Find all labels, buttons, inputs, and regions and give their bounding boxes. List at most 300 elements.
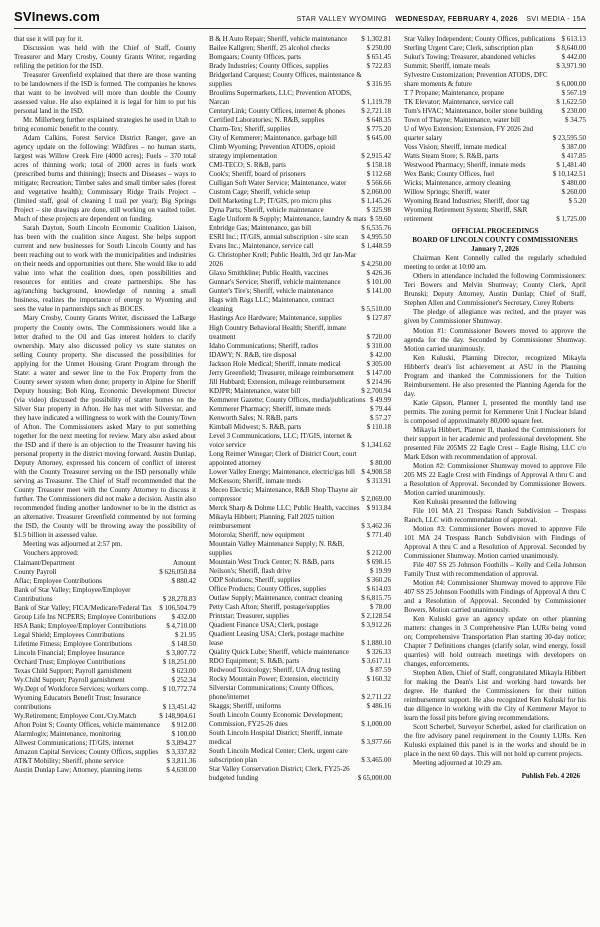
voucher-amount: $ 4,710.00	[166, 622, 196, 631]
voucher-row	[404, 62, 586, 71]
proceedings-subtitle: BOARD OF LINCOLN COUNTY COMMISSIONERS	[412, 236, 578, 245]
voucher-row	[209, 648, 391, 657]
voucher-row	[209, 134, 391, 143]
voucher-claimant: Outlaw Supply; Maintenance, contract cleaning	[209, 593, 343, 602]
voucher-row	[209, 504, 391, 513]
voucher-row	[209, 378, 391, 387]
voucher-claimant: Lincoln Financial; Employee Insurance	[14, 649, 125, 658]
minutes-paragraph: Discussion was held with the Chief of Staff, County Treasurer and Mary Crosby, County Grants Writer, regarding refiling the petition for the ISD.	[14, 44, 196, 71]
minutes-paragraph: Vouchers approved:	[23, 548, 79, 557]
voucher-amount: $ 158.18	[366, 161, 391, 170]
voucher-claimant: Idaho Communications; Sheriff, radios	[209, 341, 319, 350]
voucher-amount: $ 648.35	[366, 116, 391, 125]
voucher-claimant: Wy.Retirement; Employee Cont./Cty.Match	[14, 712, 137, 721]
voucher-amount: $ 4,908.58	[361, 467, 391, 476]
voucher-claimant: Kimball Midwest; S. R&B, parts	[209, 422, 302, 431]
voucher-amount: $ 3,894.27	[166, 739, 196, 748]
voucher-amount: $ 106,504.79	[159, 603, 196, 612]
proceedings-paragraph: Others in attendance included the following Commissioners: Teri Bowers and Melvin Shumway; County Clerk, April Brunski; Deputy Attorney, Austin Dunlap; Chief of Staff, Stephen Allen and Commissioner's Secretary, Corey Roberts	[404, 272, 586, 308]
proceedings-paragraph: Motion #3: Commissioner Bowers moved to approve File 101 MA 24 Trespass Ranch Subdivision with Findings of Approval A thru C and a Resolution of Approval. Seconded by Commissioner Shumway. Motion carried unanimously.	[404, 524, 586, 560]
voucher-amount: $ 160.32	[366, 675, 391, 684]
voucher-row	[404, 161, 586, 170]
voucher-row	[209, 369, 391, 378]
voucher-amount: $ 313.91	[366, 476, 391, 485]
voucher-claimant: Gunter's Tire's; Sheriff, vehicle maintenance	[209, 287, 334, 296]
voucher-amount: $ 623.00	[171, 667, 196, 676]
voucher-claimant: Hags with Rags LLC; Maintenance, contract cleaning	[209, 296, 335, 314]
voucher-amount: $ 10,142.51	[552, 170, 586, 179]
voucher-row	[209, 684, 391, 702]
proceedings-paragraph: Scott Scherbel, Surveyor Scherbel, asked for clarification on the fire advisory panel requirement in the County LURs. Ken Kuluski explained this panel is in the works and should be in place in the next 60 days. This will not hold up current projects.	[404, 723, 586, 759]
voucher-amount: $ 913.84	[366, 503, 391, 512]
voucher-row	[14, 604, 196, 613]
voucher-amount: $ 78.00	[370, 602, 391, 611]
voucher-claimant: Quadient Leasing USA; Clerk, postage machine lease	[209, 630, 344, 648]
voucher-claimant: Texas Child Support; Payroll garnishment	[14, 667, 132, 676]
voucher-amount: $ 651.45	[366, 53, 391, 62]
voucher-amount: $ 3,465.00	[361, 756, 391, 765]
voucher-claimant: Evans Inc.; Maintenance, service call	[209, 242, 314, 251]
voucher-amount: $ 57.27	[370, 413, 391, 422]
voucher-amount: $ 1,119.78	[361, 98, 391, 107]
voucher-amount: $ 2,128.54	[361, 612, 391, 620]
voucher-row	[209, 675, 391, 684]
voucher-row	[14, 739, 196, 748]
voucher-claimant: Afton Point S; County Offices, vehicle maintenance	[14, 721, 160, 730]
voucher-claimant: Motorola; Sheriff, new equipment	[209, 530, 305, 539]
voucher-row	[209, 387, 391, 396]
voucher-claimant: RDO Equipment; S. R&B, parts	[209, 657, 300, 666]
voucher-claimant: Silverstar Communications; County Offices, phone/internet	[209, 684, 334, 702]
voucher-row	[209, 414, 391, 423]
voucher-amount: $ 148,904.61	[159, 712, 196, 721]
proceedings-title: OFFICIAL PROCEEDINGS	[451, 227, 539, 236]
voucher-claimant: Glaxo Smithkline; Public Health, vaccines	[209, 269, 329, 278]
minutes-paragraph: that use it will pay for it.	[14, 35, 84, 43]
voucher-amount: $ 6,000.00	[556, 80, 586, 89]
voucher-claimant: HSA Bank; Employee/Employer Contributions	[14, 622, 147, 631]
voucher-row	[209, 594, 391, 603]
voucher-row	[209, 143, 391, 161]
header-meta	[291, 16, 586, 23]
voucher-column-headers	[14, 559, 196, 568]
voucher-claimant: Orchard Trust; Employee Contributions	[14, 658, 126, 667]
voucher-claimant-header: Claimant/Department	[14, 558, 75, 567]
voucher-amount: $ 1,302.81	[361, 35, 391, 43]
voucher-row	[14, 667, 196, 676]
voucher-amount: $ 3,977.66	[361, 738, 391, 747]
voucher-claimant: Climb Wyoming; Prevention ATODS, opioid strategy implementation	[209, 143, 335, 161]
voucher-claimant: Office Products; County Offices, supplies	[209, 584, 326, 593]
voucher-claimant: Aflac; Employee Contributions	[14, 576, 102, 585]
voucher-row	[209, 342, 391, 351]
voucher-amount: $ 1,145.26	[361, 197, 391, 206]
voucher-claimant: Mountain West Truck Center; N. R&B, parts	[209, 557, 335, 566]
voucher-amount: $ 10,772.74	[162, 685, 196, 694]
voucher-claimant: Alarmlogix; Maintenance, monitoring	[14, 730, 121, 739]
voucher-row	[14, 721, 196, 730]
voucher-claimant: Cook's; Sheriff, board of prisoners	[209, 170, 306, 179]
voucher-amount: $ 3,617.11	[361, 657, 391, 666]
voucher-claimant: Quadient Finance USA; Clerk, postage	[209, 621, 319, 630]
voucher-claimant: ODP Solutions; Sheriff, supplies	[209, 575, 301, 584]
voucher-claimant: Wicks; Maintenance, armory cleaning	[404, 179, 511, 188]
header-edition: SVI MEDIA - 15A	[526, 16, 586, 23]
voucher-row	[14, 613, 196, 622]
voucher-claimant: T 7 Propane; Maintenance, propane	[404, 89, 504, 98]
proceedings-paragraph: Meeting adjourned at 10:29 am.	[413, 759, 503, 768]
voucher-amount: $ 1,341.62	[361, 440, 391, 449]
voucher-row	[209, 287, 391, 296]
voucher-claimant: B & H Auto Repair; Sheriff, vehicle maintenance	[209, 35, 348, 43]
voucher-claimant: Amazon Capital Services; County Offices, supplies	[14, 748, 159, 757]
voucher-claimant: U of Wyo Extension; Extension, FY 2026 2nd quarter salary	[404, 125, 534, 143]
voucher-claimant: TK Elevator; Maintenance, service call	[404, 98, 514, 107]
voucher-claimant: County Payroll	[14, 567, 57, 576]
voucher-claimant: Bank of Star Valley; Employee/Employer Contributions	[14, 585, 131, 603]
voucher-claimant: ESRI Inc.; IT/GIS, annual subscription - site scan	[209, 233, 349, 242]
voucher-row	[14, 694, 196, 712]
voucher-claimant: Neilson's; Sheriff, flash drive	[209, 566, 292, 575]
minutes-paragraph: Adam Calkins, Forest Service District Ranger, gave an agency update on the following: Wildfires – no human starts, largest was Willow Creek Fire (4000 acres); Fuels – 370 total acres of thinning work; total of 2000 acres in fuels work (prescribed burns and thinning); Insects and Diseases – ways to mitigate; Recreation; Timber sales and small timber sales (forest and vegetative health); Commissary Ridge Trails Project – (limited staff, goal of cleaning 1 trail per year); Big Springs Project – site drawings are done, still working on vaulted toilet. Much of these projects are dependent on funding.	[14, 134, 196, 224]
voucher-claimant: Voss Vision; Sheriff, inmate medical	[404, 143, 507, 152]
voucher-amount: $ 2,700.94	[361, 386, 391, 395]
voucher-amount: $ 87.59	[370, 666, 391, 675]
voucher-claimant: Westwood Pharmacy; Sheriff, inmate meds	[404, 161, 526, 170]
voucher-amount: $ 4,995.50	[361, 233, 391, 242]
voucher-amount: $ 1,000.00	[361, 720, 391, 729]
voucher-amount: $ 2,711.22	[361, 693, 391, 702]
voucher-row	[209, 666, 391, 675]
proceedings-paragraph: Ken Kuluski presented the following	[413, 497, 517, 506]
voucher-amount: $ 112.68	[366, 170, 391, 179]
voucher-claimant: Redwood Toxicology; Sheriff, UA drug testing	[209, 666, 341, 675]
voucher-amount: $ 486.16	[366, 702, 391, 711]
voucher-row	[14, 622, 196, 631]
voucher-claimant: AT&T Mobility; Sheriff, phone service	[14, 757, 124, 766]
voucher-claimant: Mountain Valley Maintenance Supply; N. R&B, supplies	[209, 539, 344, 557]
voucher-amount: $ 614.03	[366, 584, 391, 593]
voucher-amount: $ 3,811.36	[166, 757, 196, 766]
proceedings-paragraph: The pledge of allegiance was recited, and the prayer was given by Commissioner Shumway.	[404, 308, 586, 326]
voucher-row	[404, 107, 586, 116]
voucher-row	[14, 766, 196, 775]
voucher-row	[404, 44, 586, 53]
header-date: WEDNESDAY, FEBRUARY 4, 2026	[395, 16, 518, 23]
voucher-claimant: Wy.Child Support; Payroll garnishment	[14, 676, 125, 685]
voucher-amount: $ 28,278.83	[162, 594, 196, 603]
voucher-claimant: Bomgaars; County Offices, parts	[209, 53, 302, 62]
voucher-claimant: Rocky Mountain Power; Extension, electricity	[209, 675, 340, 684]
voucher-claimant: Dyna Parts; Sheriff, vehicle maintenance	[209, 206, 324, 215]
voucher-row	[404, 98, 586, 107]
voucher-claimant: Eagle Uniform & Supply; Maintenance, laundry & mats	[209, 215, 367, 224]
voucher-amount: $ 42.00	[370, 350, 391, 359]
voucher-row	[14, 631, 196, 640]
voucher-row	[209, 242, 391, 251]
voucher-row	[14, 649, 196, 658]
minutes-paragraph: Treasurer Greenfield explained that there are those wanting to be landowners if the ISD is formed. The companies he knows that want to be involved will more than double the County assessed value. He also explained it is legal for him to put his personal land in the ISD.	[14, 71, 196, 116]
voucher-row	[209, 62, 391, 71]
proceedings-paragraph: Katie Gipson, Planner I, presented the monthly land use permits. The zoning permit for Kemmerer Unit I Nuclear Island is composed of approximately 80,000 square feet.	[404, 398, 586, 425]
proceedings-paragraph: Chairman Kent Connelly called the regularly scheduled meeting to order at 10:00 am.	[404, 254, 586, 272]
voucher-claimant: Bailee Kallgren; Sheriff, 25 alcohol checks	[209, 44, 330, 53]
voucher-amount: $ 645.00	[366, 134, 391, 143]
voucher-claimant: Jill Hubbard; Extension, mileage reimbursement	[209, 377, 345, 386]
voucher-claimant: Kenworth Sales; N. R&B, parts	[209, 413, 298, 422]
voucher-amount: $ 567.19	[561, 89, 586, 98]
voucher-amount: $ 3,971.90	[556, 62, 586, 71]
proceedings-paragraph: Stephen Allen, Chief of Staff, congratulated Mikayla Hibbert for making the Dean's List and working hard towards her degree. He thanked the Commissioners for their tuition reimbursement support. He also recognized Ken Kuluski for his due diligence in working with the City of Kemmerer Mayor to learn the fossil pits before giving recommendations.	[404, 669, 586, 723]
voucher-row	[209, 161, 391, 170]
voucher-amount: $ 19.99	[370, 566, 391, 575]
voucher-row	[209, 269, 391, 278]
voucher-amount: $ 880.42	[171, 576, 196, 585]
voucher-amount: $ 613.13	[561, 35, 586, 43]
voucher-amount: $ 387.00	[561, 143, 586, 152]
voucher-claimant: Skaggs; Sheriff, uniforms	[209, 702, 282, 711]
voucher-row	[14, 658, 196, 667]
voucher-amount: $ 3,912.26	[361, 621, 391, 630]
voucher-claimant: South Lincoln Medical Center; Clerk, urgent care subscription plan	[209, 747, 348, 765]
voucher-amount: $ 3,337.82	[166, 748, 196, 757]
voucher-claimant: Legal Shield; Employees Contributions	[14, 631, 125, 640]
voucher-amount: $ 566.66	[366, 179, 391, 188]
voucher-amount: $ 316.95	[366, 80, 391, 89]
voucher-row	[404, 89, 586, 98]
voucher-amount: $ 4,250.00	[361, 260, 391, 269]
voucher-claimant: Sylvestre Customization; Prevention ATODS, DFC share moments & future	[404, 71, 548, 89]
voucher-row	[14, 640, 196, 649]
voucher-amount: $ 326.33	[366, 648, 391, 657]
voucher-amount: $ 360.26	[366, 575, 391, 584]
voucher-claimant: Austin Dunlap Law; Attorney, planning items	[14, 766, 142, 775]
voucher-claimant: IDAWY; N. R&B, tire disposal	[209, 350, 297, 359]
voucher-row	[209, 729, 391, 747]
voucher-row	[209, 296, 391, 314]
voucher-row	[209, 450, 391, 468]
voucher-claimant: Bank of Star Valley; FICA/Medicare/Federal Tax	[14, 603, 152, 612]
voucher-claimant: Summit; Sheriff, inmate meals	[404, 62, 490, 71]
voucher-amount: $ 127.87	[366, 314, 391, 323]
voucher-row	[209, 188, 391, 197]
voucher-amount: $ 310.00	[366, 341, 391, 350]
voucher-row	[404, 179, 586, 188]
voucher-amount: $ 1,880.10	[361, 639, 391, 648]
voucher-claimant: Hastings Ace Hardware; Maintenance, supplies	[209, 314, 342, 323]
page-header	[14, 9, 586, 24]
voucher-amount: $ 432.00	[171, 613, 196, 621]
voucher-amount: $ 6,535.76	[361, 224, 391, 233]
voucher-claimant: Bridgerland Carquest; County Offices, maintenance & supplies	[209, 71, 362, 89]
voucher-row	[209, 278, 391, 287]
voucher-row	[209, 765, 391, 783]
voucher-row	[209, 630, 391, 648]
voucher-claimant: KDJPR; Maintenance, water bill	[209, 386, 301, 395]
voucher-amount: $ 21.95	[175, 631, 196, 640]
voucher-amount: $ 65,000.00	[357, 774, 391, 783]
voucher-amount: $ 100.00	[171, 730, 196, 739]
header-rule	[14, 28, 586, 29]
voucher-row	[209, 314, 391, 323]
proceedings-date: January 7, 2026	[471, 245, 519, 254]
voucher-row	[14, 748, 196, 757]
voucher-amount: $ 1,481.40	[556, 161, 586, 170]
voucher-amount: $ 722.83	[366, 62, 391, 71]
voucher-amount: $ 147.00	[366, 368, 391, 377]
voucher-row	[209, 531, 391, 540]
voucher-claimant: CMI-TECO; S. R&B, parts	[209, 161, 286, 170]
voucher-row	[209, 35, 391, 44]
minutes-paragraph: Sarah Dayton, South Lincoln Economic Coalition Liaison, has been with the coalition since August. She helps support current and new businesses for South Lincoln County and has been reaching out to work with the municipalities and industries on their needs and opportunities out there. She would like to add value into what the coalition does, open possibilities and resources for entities and create partnerships. She has ag/ranching background, knowledge of running a small business, realizes the importance of energy to Wyoming and sees the value in partnerships such as BOCES.	[14, 224, 196, 314]
voucher-claimant: Sterling Urgent Care; Clerk, subscription plan	[404, 44, 533, 53]
voucher-amount: $ 2,069.00	[361, 494, 391, 503]
voucher-amount: $ 141.00	[366, 287, 391, 296]
voucher-claimant: Jerry Greenfield; Treasurer, mileage reimbursement	[209, 368, 354, 377]
voucher-row	[209, 215, 391, 224]
voucher-claimant: Tom's HVAC; Maintenance, boiler stone building	[404, 107, 543, 116]
voucher-claimant: Merck Sharp & Dohme LLC; Public Health, vaccines	[209, 503, 360, 512]
voucher-row	[209, 44, 391, 53]
voucher-row	[209, 396, 391, 405]
masthead: SVInews.com	[14, 9, 101, 24]
voucher-amount-header: Amount	[173, 558, 196, 567]
voucher-row	[209, 747, 391, 765]
voucher-row	[209, 71, 391, 89]
voucher-claimant: Broulims Supermarkets, LLC; Prevention ATODS, Narcan	[209, 89, 352, 107]
voucher-amount: $ 426.36	[366, 269, 391, 278]
voucher-amount: $ 305.00	[366, 359, 391, 368]
voucher-row	[404, 35, 586, 44]
voucher-row	[404, 116, 586, 125]
voucher-claimant: Allwest Communications; IT/GIS, internet	[14, 739, 134, 748]
publish-line: Publish Feb. 4 2026	[521, 772, 580, 781]
voucher-row	[209, 468, 391, 477]
voucher-amount: $ 771.40	[366, 530, 391, 539]
voucher-claimant: Sukut's Towing; Treasurer, abandoned vehicles	[404, 53, 536, 62]
voucher-row	[209, 576, 391, 585]
voucher-row	[404, 152, 586, 161]
voucher-row	[209, 324, 391, 342]
voucher-claimant: Quality Quick Lube; Sheriff, vehicle maintenance	[209, 648, 349, 657]
voucher-amount: $ 480.00	[561, 179, 586, 188]
voucher-amount: $ 912.00	[171, 721, 196, 730]
voucher-row	[404, 125, 586, 143]
voucher-amount: $ 417.85	[561, 152, 586, 161]
voucher-amount: $ 250.00	[366, 44, 391, 53]
voucher-amount: $ 775.20	[366, 125, 391, 134]
voucher-row	[209, 702, 391, 711]
voucher-row	[404, 188, 586, 197]
voucher-row	[404, 71, 586, 89]
voucher-claimant: Star Valley Independent; County Offices, publications	[404, 35, 556, 43]
voucher-amount: $ 2,915.42	[361, 152, 391, 161]
voucher-amount: $ 8,640.00	[556, 44, 586, 53]
voucher-amount: $ 49.99	[370, 395, 391, 404]
voucher-row	[209, 657, 391, 666]
minutes-paragraph: Meeting was adjourned at 2:57 pm.	[23, 539, 123, 548]
proceedings-paragraph: Ken Kuluski gave an agency update on other planning matters: changes in 3 Comprehensive Plan LURs being voted on; Comprehensive Transportation Plan starting 30-day notice; Chapter 7 Definitions changes (clarify solar, wind energy, fossil quarries) will hold outreach meetings with developers on changes, enforcements.	[404, 615, 586, 669]
voucher-amount: $ 1,622.50	[556, 98, 586, 107]
voucher-claimant: Group Life Ins NCPERS; Employee Contributions	[14, 613, 157, 621]
voucher-claimant: Watts Steam Store; S. R&B, parts	[404, 152, 499, 161]
voucher-amount: $ 4,630.00	[166, 766, 196, 775]
voucher-claimant: Long Reimer Winegar; Clerk of District Court, court appointed attorney	[209, 449, 357, 467]
voucher-amount: $ 698.15	[366, 557, 391, 566]
voucher-row	[209, 513, 391, 531]
voucher-claimant: Town of Thayne; Maintenance, water bill	[404, 116, 521, 125]
voucher-claimant: South Lincoln County Economic Development; Commission, FY25-26 dues	[209, 711, 343, 729]
voucher-claimant: Custom Cage; Sheriff, vehicle setup	[209, 188, 311, 197]
voucher-row	[209, 116, 391, 125]
voucher-amount: $ 23,595.50	[552, 134, 586, 143]
proceedings-paragraph: File 101 MA 21 Trespass Ranch Subdivision – Trespass Ranch, LLC with recommendation of approval.	[404, 506, 586, 524]
voucher-amount: $ 212.00	[366, 548, 391, 557]
voucher-amount: $ 230.00	[561, 107, 586, 116]
voucher-amount: $ 18,251.00	[162, 658, 196, 667]
voucher-claimant: Kemmerer Gazette; County Offices, media/publications	[209, 395, 366, 404]
voucher-row	[209, 170, 391, 179]
voucher-claimant: Wyoming Brand Industries; Sheriff, door tag	[404, 197, 530, 206]
voucher-amount: $ 5,510.00	[361, 305, 391, 314]
voucher-row	[14, 757, 196, 766]
voucher-row	[209, 89, 391, 107]
voucher-row	[14, 577, 196, 586]
voucher-row	[209, 603, 391, 612]
voucher-row	[209, 53, 391, 62]
voucher-claimant: Printstar; Treasurer, supplies	[209, 612, 290, 620]
minutes-paragraph: Mr. Millerberg further explained strategies he used in Utah to bring economic benefit to the county.	[14, 116, 196, 134]
voucher-claimant: Wyoming Educators Benefit Trust; Insurance contributions	[14, 694, 141, 712]
voucher-row	[404, 197, 586, 206]
voucher-row	[209, 206, 391, 215]
voucher-amount: $ 6,815.75	[361, 593, 391, 602]
voucher-row	[209, 107, 391, 116]
voucher-row	[209, 711, 391, 729]
voucher-claimant: South Lincoln Hospital District; Sheriff, inmate medical	[209, 729, 343, 747]
proceedings-paragraph: Ken Kuluski, Planning Director, recognized Mikayla Hibbert's dean's list achievement at ASU in the Planning Program and thanked the Commissioners for the Tuition Reimbursement. He also presented the Planning Agenda for the day.	[404, 353, 586, 398]
voucher-claimant: Mikayla Hibbert; Planning, Fall 2025 tuition reimbursement	[209, 512, 335, 530]
voucher-row	[14, 730, 196, 739]
voucher-claimant: Lifetime Fitness; Employee Contributions	[14, 640, 133, 649]
voucher-amount: $ 34.75	[565, 116, 586, 125]
voucher-row	[209, 405, 391, 414]
voucher-row	[209, 125, 391, 134]
voucher-row	[209, 585, 391, 594]
voucher-claimant: High Country Behavioral Health; Sheriff, inmate treatment	[209, 323, 347, 341]
voucher-claimant: CenturyLink; County Offices, internet & phones	[209, 107, 345, 116]
voucher-amount: $ 252.34	[171, 676, 196, 685]
voucher-claimant: Wyoming Retirement System; Sheriff, S&R retirement	[404, 206, 528, 224]
voucher-row	[209, 351, 391, 360]
voucher-amount: $ 13,451.42	[162, 703, 196, 712]
voucher-row	[209, 540, 391, 558]
voucher-row	[209, 558, 391, 567]
header-location: STAR VALLEY WYOMING	[296, 16, 388, 23]
voucher-claimant: Star Valley Conservation District; Clerk, FY25-26 budgeted funding	[209, 765, 350, 783]
voucher-row	[14, 685, 196, 694]
voucher-claimant: Level 3 Communications, LLC; IT/GIS, internet & voice service	[209, 431, 353, 449]
voucher-row	[14, 568, 196, 577]
voucher-row	[209, 621, 391, 630]
voucher-row	[209, 612, 391, 621]
voucher-row	[209, 179, 391, 188]
voucher-claimant: Culligan Soft Water Service; Maintenance, water	[209, 179, 347, 188]
voucher-row	[209, 567, 391, 576]
voucher-row	[209, 477, 391, 486]
voucher-claimant: McKesson; Sheriff, inmate meds	[209, 476, 302, 485]
voucher-row	[404, 170, 586, 179]
